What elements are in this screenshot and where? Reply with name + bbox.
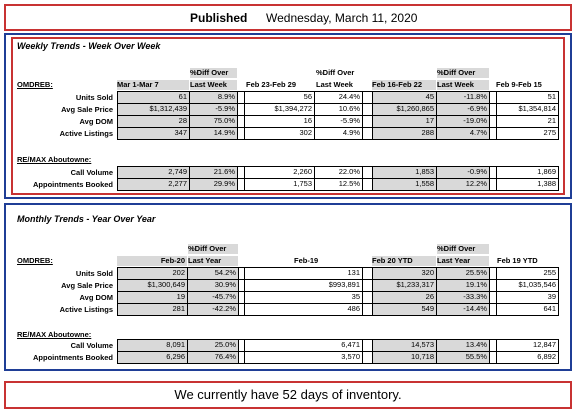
weekly-cell: 1,753 <box>293 179 312 188</box>
monthly-col-diffa: %Diff Over <box>188 244 238 254</box>
weekly-grid-vline <box>314 166 315 191</box>
monthly-cell: 19 <box>117 292 187 303</box>
weekly-grid-vline <box>237 166 238 191</box>
weekly-grid-line <box>117 166 558 167</box>
inventory-message: We currently have 52 days of inventory. <box>174 387 402 402</box>
monthly-grid-vline <box>238 267 239 316</box>
weekly-grid-vline <box>117 166 118 191</box>
weekly-grid-vline <box>189 166 190 191</box>
monthly-cell: 6,892 <box>537 352 556 361</box>
weekly-row-label: Units Sold <box>75 93 113 102</box>
monthly-grid-line <box>117 363 558 364</box>
monthly-grid-vline <box>117 339 118 364</box>
weekly-cell: 275 <box>543 128 556 137</box>
weekly-grid-vline <box>496 91 497 140</box>
weekly-cell: 302 <box>299 128 312 137</box>
weekly-cell: -6.9% <box>437 104 489 115</box>
weekly-cell: 12.2% <box>437 179 489 190</box>
monthly-grid-vline <box>496 339 497 364</box>
monthly-col-ytddiffa: %Diff Over <box>437 244 489 254</box>
weekly-grid-vline <box>372 91 373 140</box>
weekly-omdreb-label: OMDREB: <box>17 80 53 89</box>
monthly-cell: 641 <box>543 304 556 313</box>
weekly-grid-vline <box>314 91 315 140</box>
monthly-cell: 486 <box>347 304 360 313</box>
weekly-cell: -5.9% <box>190 104 237 115</box>
weekly-cell: $1,394,272 <box>274 104 312 113</box>
weekly-cell: 51 <box>547 92 556 101</box>
weekly-cell: 2,277 <box>117 179 189 190</box>
weekly-remax-label: RE/MAX Aboutowne: <box>17 155 92 164</box>
weekly-col-diff3a: %Diff Over <box>437 68 489 78</box>
weekly-cell: 2,260 <box>293 167 312 176</box>
monthly-grid-vline <box>244 339 245 364</box>
weekly-row-label: Call Volume <box>70 168 113 177</box>
monthly-row-label: Avg Sale Price <box>61 281 113 290</box>
monthly-cell: 3,570 <box>341 352 360 361</box>
monthly-cell: -42.2% <box>188 304 238 315</box>
monthly-grid-vline <box>372 339 373 364</box>
monthly-col-feb20: Feb-20 <box>117 256 187 266</box>
weekly-grid-line <box>117 139 558 140</box>
monthly-cell: 255 <box>543 268 556 277</box>
weekly-grid-vline <box>558 166 559 191</box>
weekly-grid-vline <box>496 166 497 191</box>
monthly-cell: 55.5% <box>437 352 489 363</box>
monthly-cell: 202 <box>117 268 187 279</box>
weekly-cell: $1,260,865 <box>372 104 436 115</box>
weekly-grid-vline <box>489 91 490 140</box>
monthly-grid-vline <box>436 339 437 364</box>
weekly-col-diff2a: %Diff Over <box>316 68 355 77</box>
weekly-grid-line <box>117 115 558 116</box>
weekly-cell: 29.9% <box>190 179 237 190</box>
weekly-row-label: Appointments Booked <box>33 180 113 189</box>
weekly-grid-vline <box>436 166 437 191</box>
monthly-grid-vline <box>117 267 118 316</box>
weekly-cell: 1,869 <box>537 167 556 176</box>
monthly-col-ytddiffb: Last Year <box>437 256 489 266</box>
monthly-grid-line <box>117 267 558 268</box>
monthly-remax-label: RE/MAX Aboutowne: <box>17 330 92 339</box>
monthly-grid-vline <box>489 267 490 316</box>
monthly-grid-line <box>117 303 558 304</box>
monthly-grid-vline <box>436 267 437 316</box>
weekly-grid-vline <box>558 91 559 140</box>
weekly-row-label: Active Listings <box>59 129 113 138</box>
monthly-grid-vline <box>489 339 490 364</box>
weekly-col-diff1a: %Diff Over <box>190 68 237 78</box>
monthly-row-label: Call Volume <box>70 341 113 350</box>
weekly-grid-vline <box>189 91 190 140</box>
published-label: Published <box>190 11 248 25</box>
monthly-grid-line <box>117 291 558 292</box>
monthly-cell: -45.7% <box>188 292 238 303</box>
monthly-cell: 19.1% <box>437 280 489 291</box>
weekly-row-label: Avg DOM <box>79 117 113 126</box>
weekly-grid-vline <box>244 91 245 140</box>
monthly-row-label: Units Sold <box>75 269 113 278</box>
monthly-grid-vline <box>372 267 373 316</box>
monthly-cell: 25.0% <box>188 340 238 351</box>
monthly-grid-line <box>117 279 558 280</box>
weekly-cell: 4.9% <box>342 128 360 137</box>
monthly-cell: 6,296 <box>117 352 187 363</box>
weekly-grid-vline <box>362 91 363 140</box>
weekly-col-feb9: Feb 9-Feb 15 <box>496 80 542 89</box>
monthly-cell: 25.5% <box>437 268 489 279</box>
weekly-col-feb23: Feb 23-Feb 29 <box>246 80 297 89</box>
weekly-row-label: Avg Sale Price <box>61 105 113 114</box>
weekly-cell: 61 <box>117 92 189 103</box>
monthly-grid-line <box>117 339 558 340</box>
monthly-grid-vline <box>238 339 239 364</box>
monthly-col-feb20ytd: Feb 20 YTD <box>372 256 436 266</box>
weekly-col-feb16: Feb 16-Feb 22 <box>372 80 436 90</box>
monthly-col-feb19: Feb-19 <box>294 256 319 265</box>
monthly-cell: 35 <box>351 292 360 301</box>
monthly-cell: 30.9% <box>188 280 238 291</box>
weekly-cell: 347 <box>117 128 189 139</box>
weekly-grid-vline <box>372 166 373 191</box>
monthly-grid-vline <box>496 267 497 316</box>
weekly-cell: 21.6% <box>190 167 237 178</box>
weekly-cell: 1,853 <box>372 167 436 178</box>
monthly-cell: 281 <box>117 304 187 315</box>
monthly-grid-vline <box>558 267 559 316</box>
weekly-grid-line <box>117 91 558 92</box>
weekly-cell: 1,558 <box>372 179 436 190</box>
weekly-cell: -19.0% <box>437 116 489 127</box>
monthly-cell: $993,891 <box>328 280 360 289</box>
weekly-col-diff1b: Last Week <box>190 80 237 90</box>
weekly-cell: 16 <box>303 116 312 125</box>
weekly-grid-line <box>117 190 558 191</box>
monthly-grid-vline <box>187 339 188 364</box>
monthly-cell: 10,718 <box>372 352 436 363</box>
monthly-cell: 14,573 <box>372 340 436 351</box>
monthly-cell: $1,035,546 <box>518 280 556 289</box>
monthly-cell: 13.4% <box>437 340 489 351</box>
weekly-cell: -0.9% <box>437 167 489 178</box>
monthly-cell: 76.4% <box>188 352 238 363</box>
weekly-grid-line <box>117 127 558 128</box>
monthly-cell: 549 <box>372 304 436 315</box>
weekly-cell: 14.9% <box>190 128 237 139</box>
monthly-grid-vline <box>362 339 363 364</box>
monthly-cell: 6,471 <box>341 340 360 349</box>
weekly-cell: 10.6% <box>338 104 360 113</box>
monthly-grid-line <box>117 351 558 352</box>
weekly-cell: 56 <box>303 92 312 101</box>
weekly-cell: 8.9% <box>190 92 237 103</box>
weekly-grid-line <box>117 178 558 179</box>
monthly-grid-vline <box>244 267 245 316</box>
weekly-cell: 24.4% <box>338 92 360 101</box>
weekly-cell: 2,749 <box>117 167 189 178</box>
weekly-col-mar1: Mar 1-Mar 7 <box>117 80 189 90</box>
weekly-grid-vline <box>237 91 238 140</box>
weekly-cell: $1,312,439 <box>117 104 189 115</box>
weekly-col-diff3b: Last Week <box>437 80 489 90</box>
weekly-cell: -11.8% <box>437 92 489 103</box>
weekly-title: Weekly Trends - Week Over Week <box>17 41 161 51</box>
monthly-cell: 54.2% <box>188 268 238 279</box>
monthly-title: Monthly Trends - Year Over Year <box>17 214 156 224</box>
monthly-cell: 131 <box>347 268 360 277</box>
weekly-cell: 21 <box>547 116 556 125</box>
weekly-cell: $1,354,814 <box>518 104 556 113</box>
weekly-cell: 12.5% <box>338 179 360 188</box>
monthly-row-label: Active Listings <box>59 305 113 314</box>
weekly-grid-vline <box>117 91 118 140</box>
weekly-cell: 22.0% <box>338 167 360 176</box>
weekly-col-diff2b: Last Week <box>316 80 353 89</box>
weekly-cell: 288 <box>372 128 436 139</box>
publish-date: Wednesday, March 11, 2020 <box>266 11 418 25</box>
monthly-col-feb19ytd: Feb 19 YTD <box>497 256 538 265</box>
weekly-cell: 1,388 <box>537 179 556 188</box>
monthly-cell: -14.4% <box>437 304 489 315</box>
monthly-grid-line <box>117 315 558 316</box>
monthly-cell: -33.3% <box>437 292 489 303</box>
weekly-grid-vline <box>436 91 437 140</box>
monthly-grid-vline <box>362 267 363 316</box>
monthly-grid-vline <box>187 267 188 316</box>
monthly-col-diffb: Last Year <box>188 256 238 266</box>
monthly-cell: $1,300,649 <box>117 280 187 291</box>
weekly-grid-vline <box>362 166 363 191</box>
monthly-grid-vline <box>558 339 559 364</box>
monthly-cell: 12,847 <box>533 340 556 349</box>
monthly-cell: 39 <box>547 292 556 301</box>
monthly-cell: 8,091 <box>117 340 187 351</box>
weekly-cell: 28 <box>117 116 189 127</box>
weekly-grid-vline <box>489 166 490 191</box>
monthly-cell: 320 <box>372 268 436 279</box>
weekly-grid-vline <box>244 166 245 191</box>
weekly-cell: 17 <box>372 116 436 127</box>
weekly-cell: -5.9% <box>340 116 360 125</box>
weekly-cell: 4.7% <box>437 128 489 139</box>
weekly-cell: 45 <box>372 92 436 103</box>
monthly-cell: 26 <box>372 292 436 303</box>
weekly-grid-line <box>117 103 558 104</box>
monthly-row-label: Avg DOM <box>79 293 113 302</box>
monthly-row-label: Appointments Booked <box>33 353 113 362</box>
weekly-cell: 75.0% <box>190 116 237 127</box>
monthly-cell: $1,233,317 <box>372 280 436 291</box>
monthly-omdreb-label: OMDREB: <box>17 256 53 265</box>
